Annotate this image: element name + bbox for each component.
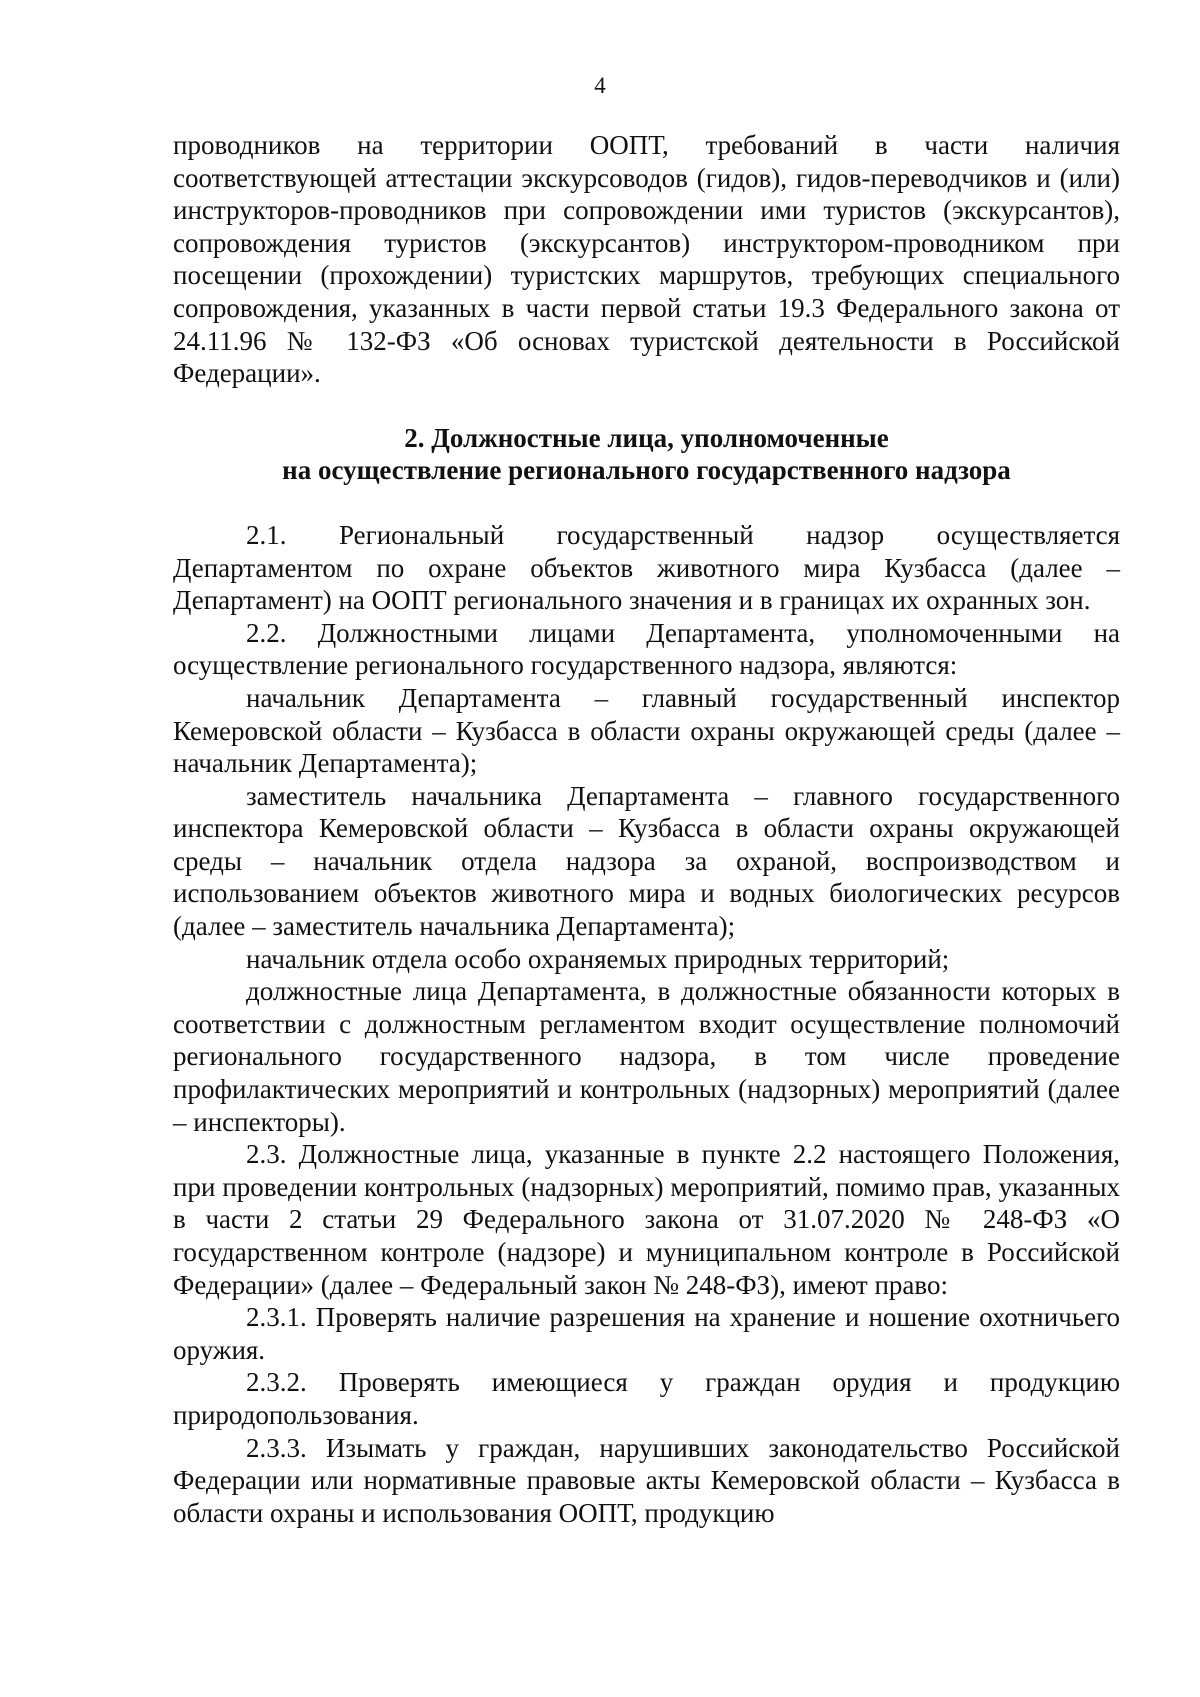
- paragraph-2-2: 2.2. Должностными лицами Департамента, уполномоченными на осуществление регионального государственного надзора, являются:: [173, 617, 1120, 681]
- list-item-deputy-head: заместитель начальника Департамента – главного государственного инспектора Кемеровской области – Кузбасса в области охраны окружающей среды – начальник отдела надзора за охраной, воспроизводством и использованием объектов животного мира и водных биологических ресурсов (далее – заместитель начальника Департамента);: [173, 780, 1120, 942]
- page-number: 4: [594, 73, 606, 98]
- list-item-department-head: начальник Департамента – главный государственный инспектор Кемеровской области – Кузбасса в области охраны окружающей среды (далее – начальник Департамента);: [173, 682, 1120, 779]
- paragraph-2-3-2: 2.3.2. Проверять имеющиеся у граждан орудия и продукцию природопользования.: [173, 1367, 1120, 1430]
- paragraph-2-3-1: 2.3.1. Проверять наличие разрешения на хранение и ношение охотничьего оружия.: [173, 1302, 1120, 1365]
- paragraph-2-3: 2.3. Должностные лица, указанные в пункте 2.2 настоящего Положения, при проведении контрольных (надзорных) мероприятий, помимо прав, указанных в части 2 статьи 29 Федерального закона от 31.07.2020 № 248-ФЗ «О государственном контроле (надзоре) и муниципальном контроле в Российской Федерации» (далее – Федеральный закон № 248-ФЗ), имеют право:: [173, 1139, 1120, 1300]
- section-heading: [173, 422, 1120, 487]
- list-item-inspectors: должностные лица Департамента, в должностные обязанности которых в соответствии с должностным регламентом входит осуществление полномочий регионального государственного надзора, в том числе проведение профилактических мероприятий и контрольных (надзорных) мероприятий (далее – инспекторы).: [173, 976, 1120, 1137]
- paragraph-continuation: проводников на территории ООПТ, требований в части наличия соответствующей аттестации экскурсоводов (гидов), гидов-переводчиков и (или) инструкторов-проводников при сопровождении ими туристов (экскурсантов), сопровождения туристов (экскурсантов) инструктором-проводником при посещении (прохождении) туристских маршрутов, требующих специального сопровождения, указанных в части первой статьи 19.3 Федерального закона от 24.11.96 № 132-ФЗ «Об основах туристской деятельности в Российской Федерации».: [173, 130, 1120, 389]
- paragraph-2-3-3: 2.3.3. Изымать у граждан, нарушивших законодательство Российской Федерации или нормативные правовые акты Кемеровской области – Кузбасса в области охраны и использования ООПТ, продукцию: [173, 1432, 1120, 1528]
- section-heading-line-1: 2. Должностные лица, уполномоченные: [404, 422, 889, 453]
- paragraph-2-1: 2.1. Региональный государственный надзор осуществляется Департаментом по охране объектов животного мира Кузбасса (далее – Департамент) на ООПТ регионального значения и в границах их охранных зон.: [173, 519, 1120, 616]
- list-item-protected-areas-head: начальник отдела особо охраняемых природных территорий;: [246, 943, 950, 974]
- section-heading-line-2: на осуществление регионального государственного надзора: [282, 455, 1011, 486]
- document-body: [173, 129, 1120, 1529]
